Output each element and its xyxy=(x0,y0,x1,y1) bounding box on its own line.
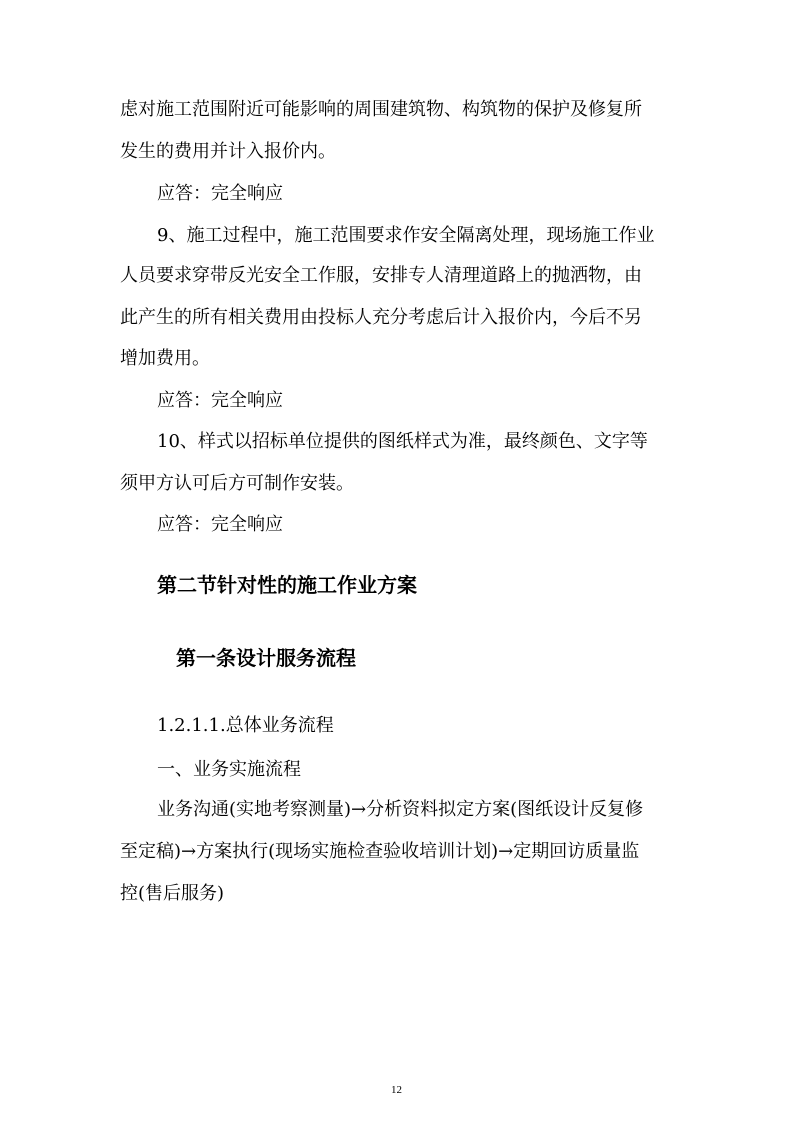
item-10-line: 10、样式以招标单位提供的图纸样式为准，最终颜色、文字等 xyxy=(157,431,648,452)
page-number: 12 xyxy=(391,1084,402,1096)
list-heading: 一、业务实施流程 xyxy=(157,759,301,780)
flow-line: 控(售后服务) xyxy=(120,883,225,904)
flow-line: 业务沟通(实地考察测量)→分析资料拟定方案(图纸设计反复修 xyxy=(157,799,644,820)
article-heading: 第一条设计服务流程 xyxy=(176,646,356,670)
item-9-line: 9、施工过程中，施工范围要求作安全隔离处理，现场施工作业 xyxy=(157,225,655,246)
answer-line: 应答：完全响应 xyxy=(157,183,283,204)
paragraph-line: 虑对施工范围附近可能影响的周围建筑物、构筑物的保护及修复所 xyxy=(120,99,642,120)
flow-line: 至定稿)→方案执行(现场实施检查验收培训计划)→定期回访质量监 xyxy=(120,841,640,862)
item-9-line: 人员要求穿带反光安全工作服，安排专人清理道路上的抛洒物，由 xyxy=(120,265,642,286)
item-9-line: 此产生的所有相关费用由投标人充分考虑后计入报价内，今后不另 xyxy=(120,307,642,328)
sub-heading: 1.2.1.1.总体业务流程 xyxy=(157,715,334,736)
answer-line: 应答：完全响应 xyxy=(157,390,283,411)
item-10-line: 须甲方认可后方可制作安装。 xyxy=(120,473,354,494)
answer-line: 应答：完全响应 xyxy=(157,514,283,535)
item-9-line: 增加费用。 xyxy=(120,348,210,369)
section-heading: 第二节针对性的施工作业方案 xyxy=(157,573,417,597)
paragraph-line: 发生的费用并计入报价内。 xyxy=(120,141,336,162)
